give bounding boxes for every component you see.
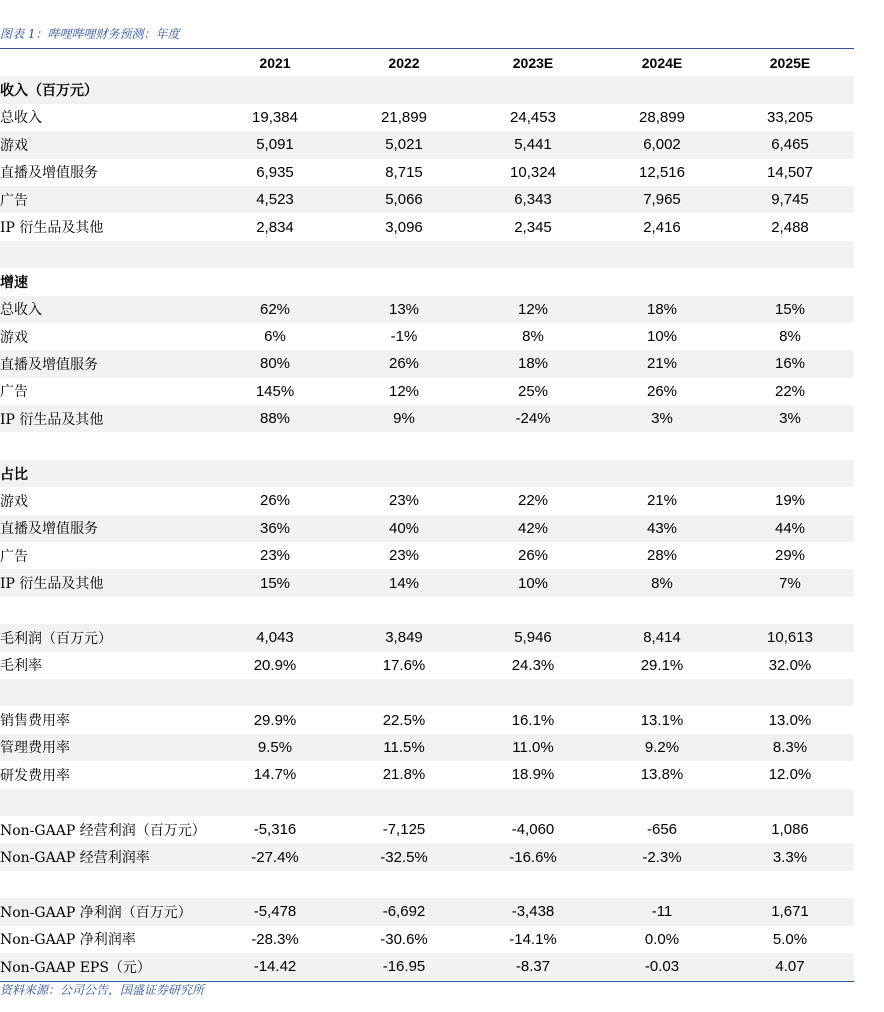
row-label: 游戏	[0, 329, 28, 346]
value-cell: 14%	[388, 574, 420, 592]
value-cell: -28.3%	[251, 930, 299, 948]
value-cell: 14.7%	[253, 766, 297, 784]
value-cell: -14.1%	[509, 930, 557, 948]
value-cell: 22.5%	[382, 711, 426, 729]
value-cell: -4,060	[511, 821, 555, 839]
row-label: 游戏	[0, 137, 28, 154]
value-cell: -2.3%	[642, 848, 682, 866]
value-cell: -1%	[390, 328, 418, 346]
value-cell: 29.1%	[640, 656, 684, 674]
value-cell: -24%	[515, 410, 551, 428]
value-cell: 22%	[517, 492, 549, 510]
row-label: 总收入	[0, 302, 42, 319]
row-label: 广告	[0, 548, 28, 565]
table-row	[0, 953, 854, 980]
figure-caption: 图表 1：哔哩哔哩财务预测：年度	[0, 27, 180, 41]
row-label: 直播及增值服务	[0, 165, 98, 182]
table-row	[0, 159, 854, 186]
value-cell: -5,478	[253, 903, 297, 921]
value-cell: 12,516	[639, 163, 685, 181]
value-cell: 28%	[646, 547, 678, 565]
value-cell: -16.95	[382, 958, 426, 976]
value-cell: -14.42	[253, 958, 297, 976]
value-cell: 5,946	[514, 629, 552, 647]
value-cell: -16.6%	[509, 848, 557, 866]
value-cell: 2,345	[514, 218, 552, 236]
value-cell: 6%	[264, 328, 286, 346]
spacer-row	[0, 597, 854, 624]
row-label: 研发费用率	[0, 767, 70, 784]
header-cell-2021: 2021	[259, 54, 291, 71]
spacer-row	[0, 871, 854, 898]
table-row	[0, 734, 854, 761]
header-cell-2025e: 2025E	[769, 54, 811, 71]
value-cell: 80%	[259, 355, 291, 373]
value-cell: 24,453	[510, 108, 556, 126]
value-cell: 21.8%	[382, 766, 426, 784]
value-cell: -7,125	[382, 821, 426, 839]
value-cell: 3,096	[385, 218, 423, 236]
table-row	[0, 213, 854, 240]
value-cell: 6,465	[771, 136, 809, 154]
value-cell: 8%	[779, 328, 801, 346]
value-cell: 2,416	[643, 218, 681, 236]
row-label: 占比	[0, 466, 28, 483]
value-cell: 13.0%	[768, 711, 812, 729]
value-cell: 62%	[259, 300, 291, 318]
value-cell: -32.5%	[380, 848, 428, 866]
row-label: 毛利率	[0, 658, 42, 675]
value-cell: 23%	[388, 547, 420, 565]
value-cell: 12%	[517, 300, 549, 318]
table-row	[0, 898, 854, 925]
value-cell: 26%	[646, 382, 678, 400]
value-cell: 15%	[774, 300, 806, 318]
value-cell: -30.6%	[380, 930, 428, 948]
table-row	[0, 323, 854, 350]
value-cell: -656	[646, 821, 678, 839]
value-cell: 36%	[259, 519, 291, 537]
value-cell: 7,965	[643, 191, 681, 209]
value-cell: 16%	[774, 355, 806, 373]
table-row	[0, 542, 854, 569]
table-row	[0, 569, 854, 596]
value-cell: 18%	[646, 300, 678, 318]
table-row	[0, 624, 854, 651]
value-cell: 14,507	[767, 163, 813, 181]
value-cell: 5,091	[256, 136, 294, 154]
value-cell: 21%	[646, 492, 678, 510]
row-label: IP 衍生品及其他	[0, 220, 104, 237]
value-cell: 3,849	[385, 629, 423, 647]
value-cell: 12.0%	[768, 766, 812, 784]
section-header-row	[0, 460, 854, 487]
financial-forecast-table	[0, 49, 854, 980]
table-row	[0, 843, 854, 870]
value-cell: 8%	[522, 328, 544, 346]
value-cell: 8%	[651, 574, 673, 592]
value-cell: 1,086	[771, 821, 809, 839]
value-cell: 13.8%	[640, 766, 684, 784]
value-cell: 28,899	[639, 108, 685, 126]
section-header-row	[0, 268, 854, 295]
value-cell: 9.5%	[257, 738, 293, 756]
table-header-row	[0, 49, 854, 76]
value-cell: 5,066	[385, 191, 423, 209]
value-cell: 8.3%	[772, 738, 808, 756]
row-label: 直播及增值服务	[0, 356, 98, 373]
row-label: 广告	[0, 192, 28, 209]
value-cell: 43%	[646, 519, 678, 537]
value-cell: 29.9%	[253, 711, 297, 729]
row-label: Non-GAAP 净利润（百万元）	[0, 904, 192, 921]
value-cell: 32.0%	[768, 656, 812, 674]
table-row	[0, 706, 854, 733]
table-row	[0, 186, 854, 213]
value-cell: 22%	[774, 382, 806, 400]
value-cell: 33,205	[767, 108, 813, 126]
value-cell: 15%	[259, 574, 291, 592]
value-cell: 11.0%	[512, 738, 554, 756]
row-label: IP 衍生品及其他	[0, 411, 104, 428]
row-label: Non-GAAP 净利润率	[0, 932, 136, 949]
value-cell: -27.4%	[251, 848, 299, 866]
value-cell: -3,438	[511, 903, 555, 921]
value-cell: 40%	[388, 519, 420, 537]
value-cell: 16.1%	[511, 711, 555, 729]
value-cell: 9.2%	[644, 738, 680, 756]
row-label: 直播及增值服务	[0, 521, 98, 538]
table-row	[0, 296, 854, 323]
table-row	[0, 926, 854, 953]
value-cell: 0.0%	[644, 930, 680, 948]
value-cell: 8,414	[643, 629, 681, 647]
table-body	[0, 76, 854, 980]
value-cell: 2,488	[771, 218, 809, 236]
row-label: Non-GAAP EPS（元）	[0, 959, 151, 976]
row-label: 收入（百万元）	[0, 83, 98, 100]
value-cell: 23%	[259, 547, 291, 565]
value-cell: 13.1%	[640, 711, 684, 729]
value-cell: 10,613	[767, 629, 813, 647]
row-label: 管理费用率	[0, 740, 70, 757]
source-note: 资料来源：公司公告，国盛证券研究所	[0, 983, 205, 997]
value-cell: 3.3%	[772, 848, 808, 866]
row-label: Non-GAAP 经营利润率	[0, 850, 150, 867]
value-cell: 19,384	[252, 108, 298, 126]
value-cell: 24.3%	[511, 656, 555, 674]
table-row	[0, 816, 854, 843]
section-header-row	[0, 76, 854, 103]
value-cell: 26%	[388, 355, 420, 373]
value-cell: 29%	[774, 547, 806, 565]
value-cell: -0.03	[644, 958, 680, 976]
value-cell: 26%	[259, 492, 291, 510]
value-cell: 5.0%	[772, 930, 808, 948]
table-row	[0, 515, 854, 542]
value-cell: 2,834	[256, 218, 294, 236]
value-cell: -6,692	[382, 903, 426, 921]
table-row	[0, 487, 854, 514]
header-cell-2023e: 2023E	[512, 54, 554, 71]
value-cell: 4,523	[256, 191, 294, 209]
row-label: IP 衍生品及其他	[0, 576, 104, 593]
row-label: 毛利润（百万元）	[0, 630, 112, 647]
value-cell: -8.37	[515, 958, 551, 976]
value-cell: 17.6%	[382, 656, 426, 674]
value-cell: 9,745	[771, 191, 809, 209]
spacer-row	[0, 679, 854, 706]
value-cell: 4,043	[256, 629, 294, 647]
row-label: 总收入	[0, 110, 42, 127]
value-cell: 4.07	[775, 958, 805, 976]
value-cell: 3%	[651, 410, 673, 428]
row-label: 广告	[0, 384, 28, 401]
table-row	[0, 378, 854, 405]
row-label: 增速	[0, 274, 28, 291]
value-cell: 12%	[388, 382, 420, 400]
value-cell: 5,441	[514, 136, 552, 154]
value-cell: 23%	[388, 492, 420, 510]
row-label: Non-GAAP 经营利润（百万元）	[0, 822, 206, 839]
value-cell: -5,316	[253, 821, 297, 839]
value-cell: 145%	[255, 382, 295, 400]
row-label: 游戏	[0, 493, 28, 510]
value-cell: 10%	[517, 574, 549, 592]
value-cell: 9%	[393, 410, 415, 428]
value-cell: 8,715	[385, 163, 423, 181]
value-cell: 25%	[517, 382, 549, 400]
table-row	[0, 405, 854, 432]
table-row	[0, 131, 854, 158]
value-cell: 20.9%	[253, 656, 297, 674]
value-cell: 44%	[774, 519, 806, 537]
value-cell: 1,671	[771, 903, 809, 921]
row-label: 销售费用率	[0, 713, 70, 730]
value-cell: 26%	[517, 547, 549, 565]
value-cell: 18.9%	[511, 766, 555, 784]
value-cell: 6,343	[514, 191, 552, 209]
value-cell: 13%	[388, 300, 420, 318]
value-cell: 88%	[259, 410, 291, 428]
value-cell: 3%	[779, 410, 801, 428]
table-row	[0, 761, 854, 788]
value-cell: 10,324	[510, 163, 556, 181]
value-cell: 10%	[646, 328, 678, 346]
value-cell: 21%	[646, 355, 678, 373]
value-cell: 21,899	[381, 108, 427, 126]
value-cell: 6,935	[256, 163, 294, 181]
value-cell: 6,002	[643, 136, 681, 154]
value-cell: 18%	[517, 355, 549, 373]
spacer-row	[0, 789, 854, 816]
table-row	[0, 104, 854, 131]
spacer-row	[0, 432, 854, 459]
spacer-row	[0, 241, 854, 268]
value-cell: 7%	[779, 574, 801, 592]
header-cell-2024e: 2024E	[641, 54, 683, 71]
value-cell: 11.5%	[383, 738, 425, 756]
value-cell: 5,021	[385, 136, 423, 154]
value-cell: 19%	[774, 492, 806, 510]
value-cell: -11	[651, 903, 673, 921]
value-cell: 42%	[517, 519, 549, 537]
table-row	[0, 652, 854, 679]
table-row	[0, 350, 854, 377]
header-cell-2022: 2022	[388, 54, 420, 71]
